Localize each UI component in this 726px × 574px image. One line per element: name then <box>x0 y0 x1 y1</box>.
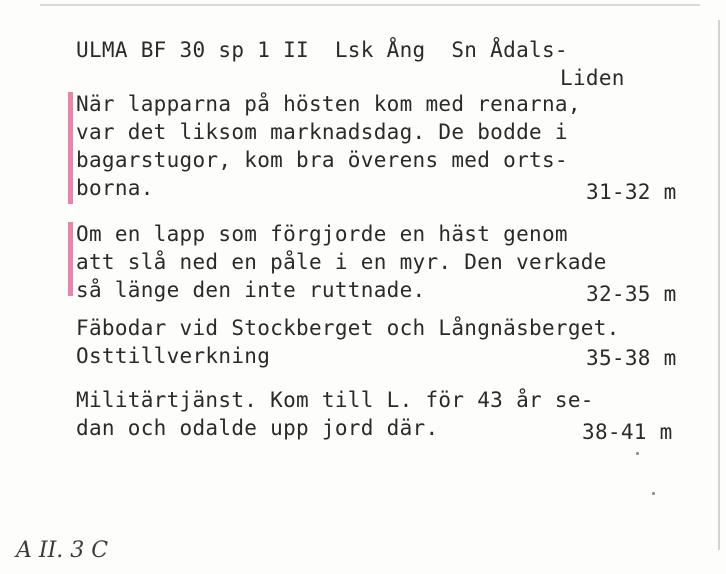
entry-2-reference: 32-35 m <box>586 282 677 306</box>
entry-4-reference: 38-41 m <box>582 420 673 444</box>
pink-margin-mark <box>68 222 73 296</box>
entry-1-line-4: borna. <box>76 176 154 200</box>
handwritten-note: A II. 3 C <box>16 538 109 563</box>
entry-4-line-1: Militärtjänst. Kom till L. för 43 år se- <box>76 388 594 412</box>
card-top-edge <box>40 4 700 6</box>
entry-1-reference: 31-32 m <box>586 180 677 204</box>
entry-4-line-2: dan och odalde upp jord där. <box>76 416 439 440</box>
entry-1-line-1: När lapparna på hösten kom med renarna, <box>76 92 581 116</box>
card-header: ULMA BF 30 sp 1 II Lsk Ång Sn Ådals- <box>76 38 568 62</box>
card-right-edge <box>718 20 720 550</box>
pink-margin-mark <box>68 92 73 204</box>
entry-3-reference: 35-38 m <box>586 346 677 370</box>
speck <box>652 492 655 495</box>
entry-1-line-3: bagarstugor, kom bra överens med orts- <box>76 148 568 172</box>
entry-2-line-1: Om en lapp som förgjorde en häst genom <box>76 222 568 246</box>
entry-2-line-3: så länge den inte ruttnade. <box>76 278 426 302</box>
card-header-continued: Liden <box>560 66 625 90</box>
speck <box>636 452 639 455</box>
entry-1-line-2: var det liksom marknadsdag. De bodde i <box>76 120 568 144</box>
entry-3-line-1: Fäbodar vid Stockberget och Långnäsberget. <box>76 316 620 340</box>
entry-2-line-2: att slå ned en påle i en myr. Den verkade <box>76 250 607 274</box>
entry-3-line-2: Osttillverkning <box>76 344 271 368</box>
